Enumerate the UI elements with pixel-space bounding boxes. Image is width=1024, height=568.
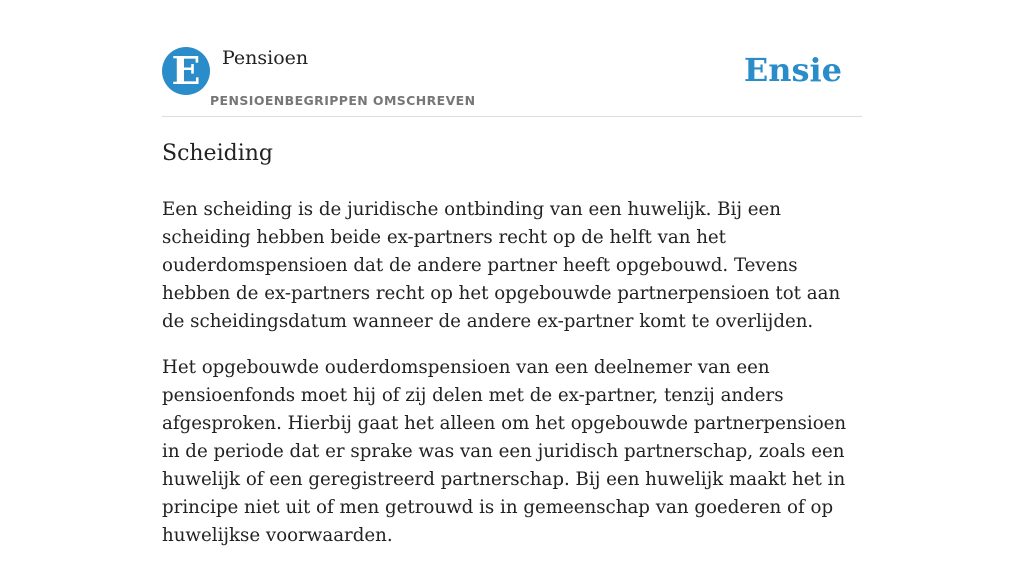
ensie-logo-icon[interactable]: E [162, 47, 210, 95]
brand-logo[interactable]: Ensie [743, 51, 842, 89]
category-link[interactable]: Pensioen [222, 47, 309, 69]
article [162, 138, 864, 568]
category-subtitle: PENSIOENBEGRIPPEN OMSCHREVEN [210, 93, 476, 108]
article-title: Scheiding [162, 141, 273, 166]
header [162, 46, 862, 117]
article-paragraph: Het opgebouwde ouderdomspensioen van een deelnemer van een pensioenfonds moet hij of zij delen met de ex-partner, tenzij anders afgesproken. Hierbij gaat het alleen om het opgebouwde partnerpensioen in de periode dat er sprake was van een juridisch partnerschap, zoals een huwelijk of een geregistreerd partnerschap. Bij een huwelijk maakt het in principe niet uit of men getrouwd is in gemeenschap van goederen of op huwelijkse voorwaarden. [162, 357, 847, 546]
article-paragraph: Een scheiding is de juridische ontbinding van een huwelijk. Bij een scheiding hebben beide ex-partners recht op de helft van het ouderdomspensioen dat de andere partner heeft opgebouwd. Tevens hebben de ex-partners recht op het opgebouwde partnerpensioen tot aan de scheidingsdatum wanneer de andere ex-partner komt te overlijden. [162, 199, 841, 332]
